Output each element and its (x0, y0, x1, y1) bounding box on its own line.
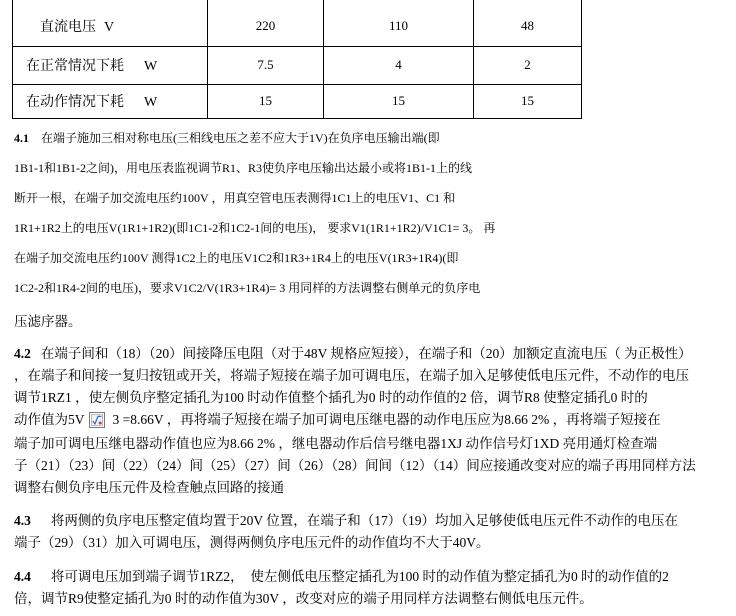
paragraph-line: 压滤序器。 (14, 314, 82, 329)
value-cell: 7.5 (208, 46, 324, 84)
line-text: 3 =8.66V ，再将端子短接在端子加可调电压继电器的动作电压应为8.66 2% ，再将端子短接在 (112, 412, 661, 427)
paragraph-line: 在端子加交流电压约100V 测得1C2上的电压V1C2和1R3+1R4上的电压V(1R3+1R4)(即 (14, 251, 459, 265)
paragraph-line: 断开一根，在端子加交流电压约100V ，用真空管电压表测得1C1上的电压V1、C1 和 (14, 191, 456, 205)
broken-image-icon (89, 412, 105, 428)
value-cell: 4 (324, 46, 474, 84)
row-label-cell (13, 0, 208, 46)
paragraph-line: 调节1RZ1 ，使左侧负序整定插孔为100 时动作值整个插孔为0 时的动作值的2 倍，调节R8 使整定插孔0 时的 (14, 390, 648, 405)
section-number: 4.1 (14, 131, 29, 145)
value-cell: 2 (474, 46, 582, 84)
section-number: 4.2 (14, 346, 31, 361)
unit-label: V (104, 19, 115, 35)
paragraph-line: 端子（29）（31）加入可调电压，测得两侧负序电压元件的动作值均不大于40V。 (14, 535, 490, 550)
paragraph-line (14, 567, 669, 587)
line-text: 在端子施加三相对称电压(三相线电压之差不应大于1V)在负序电压输出端(即 (41, 131, 440, 145)
paragraph-line: 倍，调节R9使整定插孔为0 时的动作值为30V ，改变对应的端子用同样方法调整右侧低电压元件。 (14, 591, 593, 606)
voltage-power-table (12, 0, 582, 119)
line-text: 动作值为5V (14, 412, 85, 427)
row-label-cell (13, 84, 208, 118)
paragraph-line: 子（21）（23）间（22）（24）间（25）（27）间（26）（28）间间（12）（14）间应接通改变对应的端子再用同样方法 (14, 458, 696, 473)
paragraph-line: 1B1-1和1B1-2之间)，用电压表监视调节R1、R3使负序电压输出达最小或将1B1-1上的线 (14, 161, 473, 175)
row-label: 在正常情况下耗 (26, 59, 124, 74)
row-label: 在动作情况下耗 (26, 95, 124, 110)
value-cell: 48 (474, 0, 582, 46)
line-text: 在端子间和（18）（20）间接降压电阻（对于48V 规格应短接），在端子和（20）加额定直流电压（ 为正极性） (40, 346, 692, 361)
row-label: 直流电压 (40, 19, 96, 35)
paragraph-line (14, 511, 678, 531)
paragraph-line: 端子加可调电压继电器动作值也应为8.66 2% ，继电器动作后信号继电器1XJ 动作信号灯1XD 亮用通灯检查端 (14, 436, 658, 451)
table-row (13, 0, 582, 46)
section-number: 4.3 (14, 513, 31, 528)
value-cell: 15 (208, 84, 324, 118)
paragraph-line: 1C2-2和1R4-2间的电压)，要求V1C2/V(1R3+1R4)= 3 用同样的方法调整右侧单元的负序电 (14, 281, 481, 295)
section-number: 4.4 (14, 569, 31, 584)
paragraph-line (14, 344, 692, 364)
row-label-cell (13, 46, 208, 84)
table-row (13, 84, 582, 118)
table-row (13, 46, 582, 84)
paragraph-line: ，在端子和间接一复归按钮或开关，将端子短接在端子加可调电压，在端子加入足够使低电压元件，不动作的电压 (14, 368, 689, 383)
paragraph-line: 调整右侧负序电压元件及检查触点回路的接通 (14, 480, 284, 495)
unit-label: W (144, 95, 158, 110)
unit-label: W (144, 59, 158, 74)
value-cell: 220 (208, 0, 324, 46)
paragraph-line: 1R1+1R2上的电压V(1R1+1R2)(即1C1-2和1C2-1间的电压)， 要求V1(1R1+1R2)/V1C1= 3。 再 (14, 221, 496, 235)
value-cell: 15 (474, 84, 582, 118)
paragraph-line (14, 410, 661, 430)
line-text: 将两侧的负序电压整定值均置于20V 位置，在端子和（17）（19）均加入足够使低电压元件不动作的电压在 (50, 513, 679, 528)
line-text: 将可调电压加到端子调节1RZ2， 使左侧低电压整定插孔为100 时的动作值为整定插孔为0 时的动作值的2 (50, 569, 669, 584)
paragraph-line (14, 128, 440, 148)
value-cell: 15 (324, 84, 474, 118)
value-cell: 110 (324, 0, 474, 46)
